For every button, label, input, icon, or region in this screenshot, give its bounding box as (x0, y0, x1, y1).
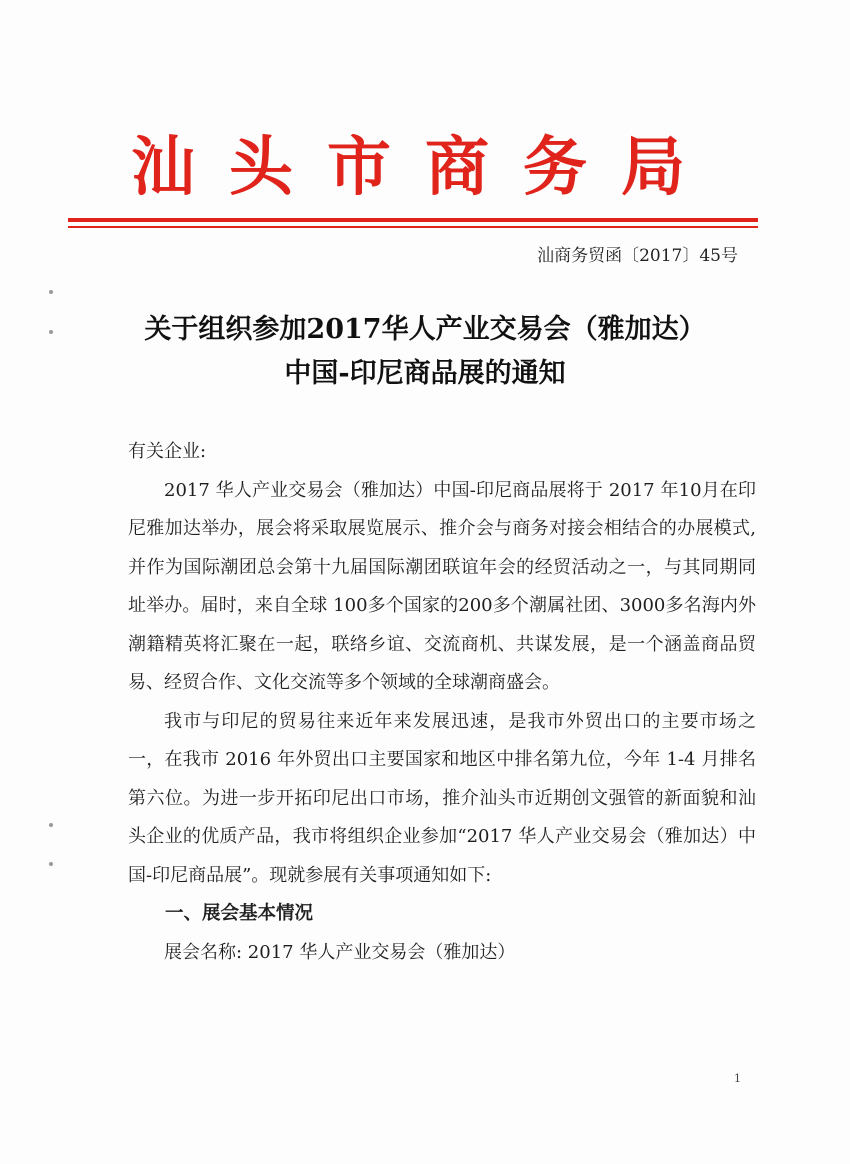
salutation: 有关企业: (128, 441, 207, 462)
paragraph-trade: 我市与印尼的贸易往来近年来发展迅速，是我市外贸出口的主要市场之一，在我市 2016 年外贸出口主要国家和地区中排名第九位，今年 1-4 月排名第六位。为进一步开拓印尼出口市场，推介汕头市近期创文强管的新面貌和汕头企业的优质产品，我市将组织企业参加“2017 华人产业交易会（雅加达）中国-印尼商品展”。现就参展有关事项通知如下: (128, 710, 756, 886)
document-number: 汕商务贸函〔2017〕45号 (537, 246, 738, 266)
agency-letterhead: 汕头市商务局 (131, 130, 719, 205)
letterhead-rule-thick (68, 218, 758, 222)
document-title (60, 308, 790, 396)
paragraph-intro: 2017 华人产业交易会（雅加达）中国-印尼商品展将于 2017 年10月在印尼雅加达举办，展会将采取展览展示、推介会与商务对接会相结合的办展模式,并作为国际潮团总会第十九届国际潮团联谊年会的经贸活动之一，与其同期同址举办。届时，来自全球 100多个国家的200多个潮属社团、3000多名海内外潮籍精英将汇聚在一起，联络乡谊、交流商机、共谋发展，是一个涵盖商品贸易、经贸合作、文化交流等多个领域的全球潮商盛会。 (128, 479, 756, 693)
binding-hole-mark (49, 330, 53, 334)
document-title-line-2: 中国-印尼商品展的通知 (284, 358, 566, 389)
letterhead-rule-thin (68, 226, 758, 228)
section-heading: 一、展会基本情况 (165, 903, 314, 924)
binding-hole-mark (49, 290, 53, 294)
document-title-line-1: 关于组织参加2017华人产业交易会（雅加达） (144, 314, 706, 345)
binding-hole-mark (49, 823, 53, 827)
exhibition-name-line: 展会名称: 2017 华人产业交易会（雅加达） (164, 941, 516, 963)
document-body (128, 433, 756, 972)
binding-hole-mark (49, 862, 53, 866)
page-number: 1 (734, 1072, 741, 1085)
